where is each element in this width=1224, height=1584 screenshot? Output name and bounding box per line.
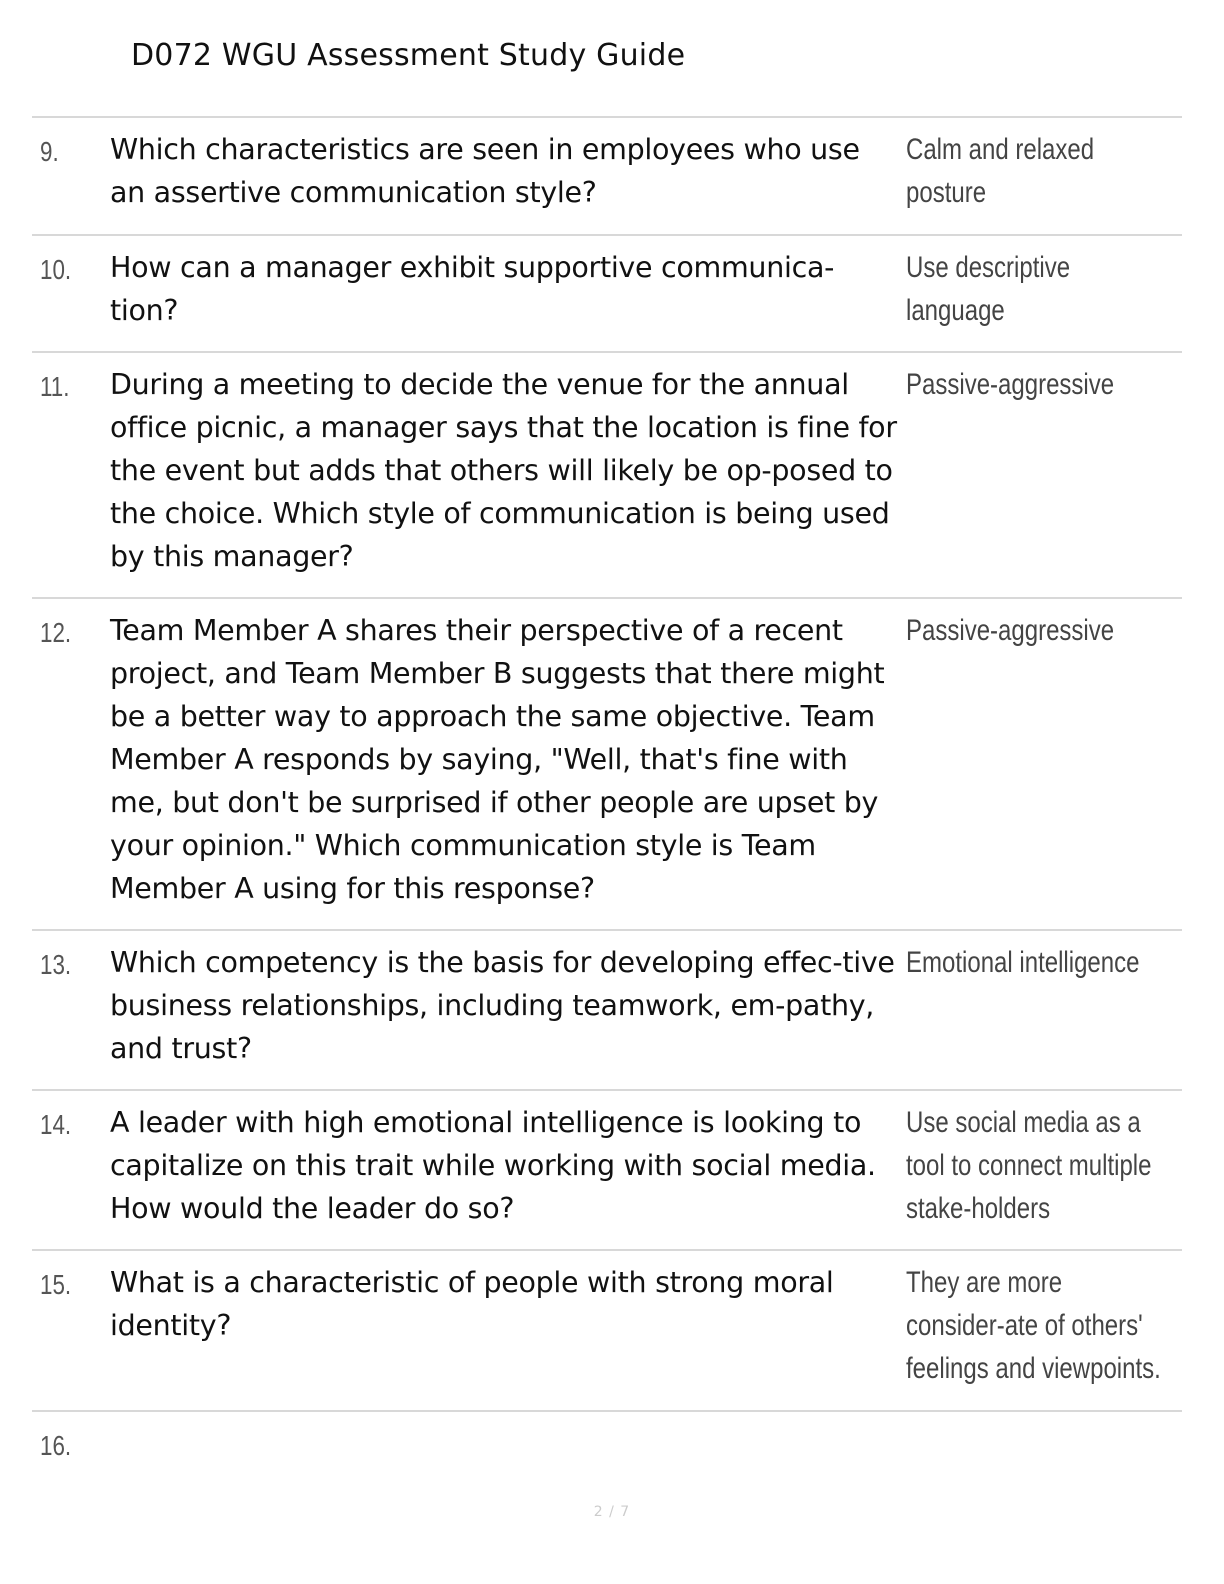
- row-divider: [32, 234, 1182, 236]
- question-text: Which characteristics are seen in employees who use an assertive communication style?: [110, 133, 860, 209]
- answer-text: Passive-aggressive: [906, 614, 1115, 647]
- question-text: Team Member A shares their perspective of a recent project, and Team Member B suggests that there might be a better way to approach the same objective. Team Member A responds by saying, "Well, that's fine with me, but don't be surprised if other people are upset by your opinion." Which communication style is Team Member A using for this response?: [110, 614, 885, 905]
- row-divider: [32, 929, 1182, 931]
- question-text: Which competency is the basis for developing effec-tive business relationships, including teamwork, em-pathy, and trust?: [110, 946, 895, 1065]
- question-number: 10.: [40, 254, 72, 285]
- page-number: 2 / 7: [593, 1504, 631, 1520]
- answer-text: Passive-aggressive: [906, 368, 1115, 401]
- question-text: What is a characteristic of people with strong moral identity?: [110, 1266, 834, 1342]
- question-number: 13.: [40, 949, 72, 980]
- row-divider: [32, 1089, 1182, 1091]
- row-divider: [32, 116, 1182, 118]
- question-number: 11.: [40, 371, 70, 402]
- document-title: D072 WGU Assessment Study Guide: [131, 38, 686, 73]
- answer-text: Use social media as a tool to connect multiple stake-holders: [906, 1106, 1152, 1225]
- row-divider: [32, 351, 1182, 353]
- question-text: How can a manager exhibit supportive communica-tion?: [110, 251, 835, 327]
- row-divider: [32, 1410, 1182, 1412]
- row-divider: [32, 597, 1182, 599]
- question-number: 9.: [40, 136, 59, 167]
- question-number: 16.: [40, 1430, 72, 1461]
- answer-text: Use descriptive language: [906, 251, 1071, 327]
- question-number: 12.: [40, 617, 72, 648]
- question-number: 15.: [40, 1269, 72, 1300]
- question-number: 14.: [40, 1109, 72, 1140]
- answer-text: Calm and relaxed posture: [906, 133, 1095, 209]
- answer-text: They are more consider-ate of others' feelings and viewpoints.: [906, 1266, 1161, 1385]
- question-text: During a meeting to decide the venue for the annual office picnic, a manager says that the location is fine for the event but adds that others will likely be op-posed to the choice. Which style of communication is being used by this manager?: [110, 368, 897, 573]
- row-divider: [32, 1249, 1182, 1251]
- question-text: A leader with high emotional intelligence is looking to capitalize on this trait while working with social media. How would the leader do so?: [110, 1106, 876, 1225]
- answer-text: Emotional intelligence: [906, 946, 1140, 979]
